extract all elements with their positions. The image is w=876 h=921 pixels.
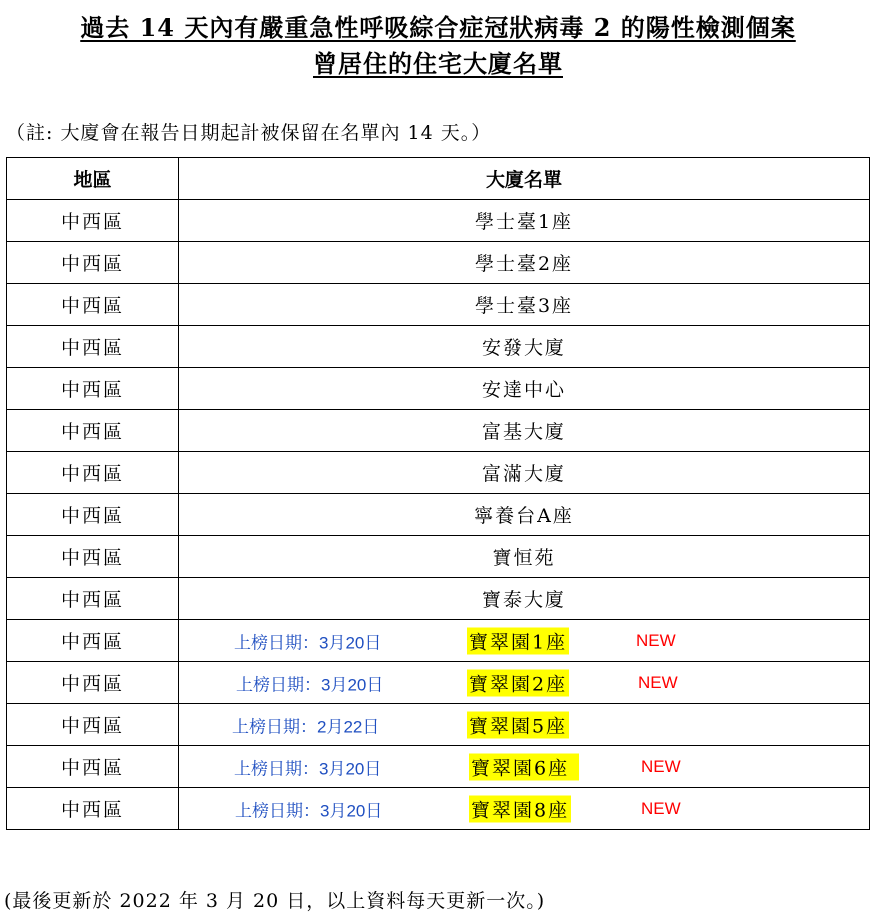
table-row [7,662,870,704]
building-cell: 富基大廈 [481,421,566,443]
table-row [7,620,870,662]
new-badge: NEW [636,630,676,650]
document-title-line-1: 過去 14 天內有嚴重急性呼吸綜合症冠狀病毒 2 的陽性檢測個案 [80,13,796,42]
district-cell: 中西區 [60,379,124,401]
building-cell: 學士臺1座 [474,211,574,233]
table-row [7,536,870,578]
table-row [7,494,870,536]
district-cell: 中西區 [60,673,124,695]
listed-date-text [234,754,381,779]
district-cell: 中西區 [60,421,124,443]
district-cell: 中西區 [60,211,124,233]
listed-date-label: 上榜日期： [235,801,320,820]
listed-date-label: 上榜日期： [236,675,321,694]
table-header-row [7,158,870,200]
table-row [7,242,870,284]
building-cell-highlighted: 寶翠園6座 [469,753,579,780]
last-updated-footer: (最後更新於 2022 年 3 月 20 日，以上資料每天更新一次。) [4,890,546,912]
listed-date-value: 3月20日 [319,633,382,652]
table-row [7,410,870,452]
table-row [7,368,870,410]
building-cell: 寶泰大廈 [481,589,566,611]
building-list-table [6,157,870,830]
listed-date-value: 3月20日 [319,759,382,778]
listed-date-text [234,628,381,653]
district-cell: 中西區 [60,631,124,653]
building-cell: 安達中心 [481,379,566,401]
listed-date-label: 上榜日期： [232,717,317,736]
table-row [7,284,870,326]
listed-date-value: 3月20日 [320,801,383,820]
district-cell: 中西區 [60,253,124,275]
district-cell: 中西區 [60,757,124,779]
building-cell-highlighted: 寶翠園8座 [469,795,571,822]
new-badge: NEW [638,672,678,692]
listed-date-text [232,712,379,737]
district-cell: 中西區 [60,589,124,611]
district-cell: 中西區 [60,715,124,737]
listed-date-value: 2月22日 [317,717,380,736]
listed-date-text [236,670,383,695]
new-badge: NEW [641,798,681,818]
table-row [7,200,870,242]
table-row [7,704,870,746]
building-cell-highlighted: 寶翠園2座 [467,669,569,696]
retention-note: （註: 大廈會在報告日期起計被保留在名單內 14 天。） [6,122,492,144]
building-cell: 學士臺3座 [474,295,574,317]
table-row [7,326,870,368]
listed-date-label: 上榜日期： [234,633,319,652]
district-cell: 中西區 [60,505,124,527]
listed-date-value: 3月20日 [321,675,384,694]
district-cell: 中西區 [60,799,124,821]
table-row [7,578,870,620]
building-cell: 安發大廈 [481,337,566,359]
table-row [7,452,870,494]
new-badge: NEW [641,756,681,776]
building-cell: 寧養台A座 [474,505,574,527]
building-cell: 富滿大廈 [481,463,566,485]
building-cell: 寶恒苑 [492,547,556,569]
table-row [7,746,870,788]
building-cell-highlighted: 寶翠園5座 [467,711,569,738]
building-cell-highlighted: 寶翠園1座 [467,627,569,654]
district-cell: 中西區 [60,295,124,317]
district-cell: 中西區 [60,337,124,359]
district-cell: 中西區 [60,547,124,569]
district-column-header: 地區 [7,158,179,200]
district-cell: 中西區 [60,463,124,485]
listed-date-label: 上榜日期： [234,759,319,778]
building-column-header: 大廈名單 [179,158,870,200]
table-row [7,788,870,830]
listed-date-text [235,796,382,821]
building-cell: 學士臺2座 [474,253,574,275]
document-title-line-2: 曾居住的住宅大廈名單 [313,49,563,78]
